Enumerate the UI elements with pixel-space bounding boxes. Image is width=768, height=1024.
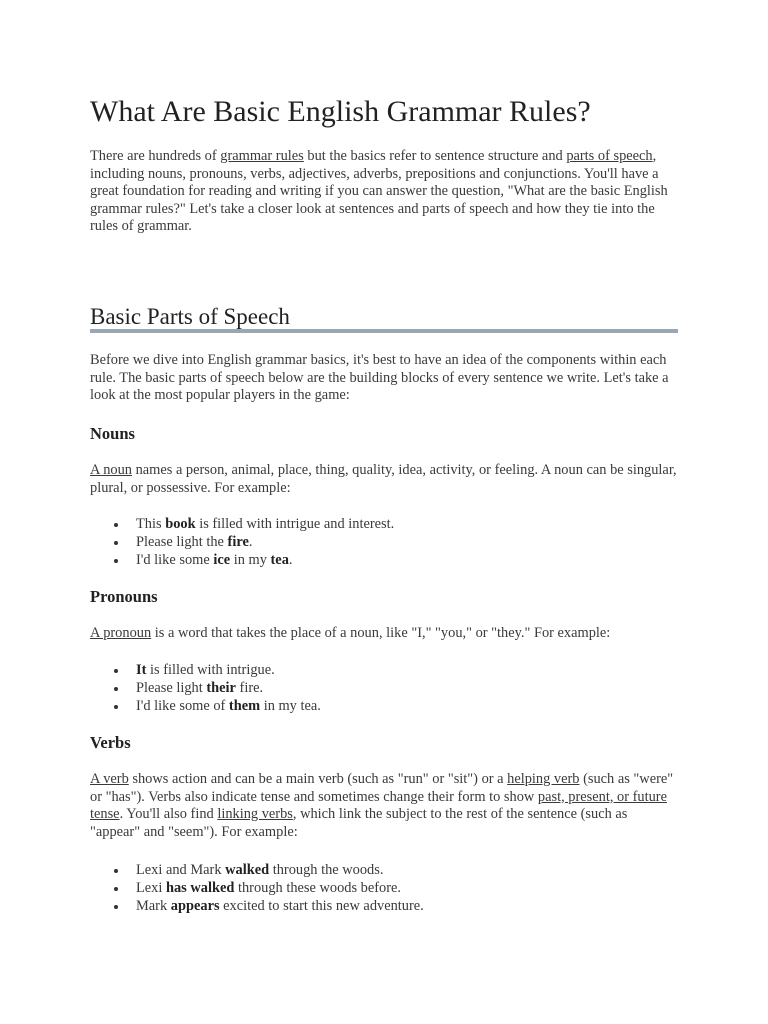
list-item: Please light the fire.	[90, 533, 678, 551]
verbs-heading: Verbs	[90, 733, 131, 752]
a-noun-link[interactable]: A noun	[90, 462, 132, 478]
section-divider	[90, 329, 678, 333]
a-verb-link[interactable]: A verb	[90, 771, 129, 787]
nouns-heading: Nouns	[90, 424, 135, 443]
verbs-text-2: (such as "were" or "has"). Verbs also indicate tense and sometimes change their form to show	[90, 771, 674, 805]
section-heading: Basic Parts of Speech	[90, 304, 290, 329]
pronouns-heading: Pronouns	[90, 587, 158, 606]
intro-paragraph	[90, 148, 678, 236]
linking-verbs-link[interactable]: linking verbs	[217, 806, 293, 823]
verbs-text-4: , which link the subject to the rest of the sentence (such as "appear" and "seem"). For example:	[90, 806, 628, 840]
grammar-rules-link[interactable]: grammar rules	[220, 148, 304, 164]
tense-link[interactable]: past, present, or future tense	[90, 788, 667, 823]
verbs-text-3: . You'll also find	[119, 806, 218, 823]
nouns-text: names a person, animal, place, thing, quality, idea, activity, or feeling. A noun can be singular, plural, or possessive. For example:	[90, 462, 677, 496]
verbs-paragraph	[90, 771, 678, 841]
list-item: Mark appears excited to start this new adventure.	[90, 897, 678, 915]
list-item: Lexi has walked through these woods before.	[90, 879, 678, 897]
nouns-examples-list	[90, 515, 678, 569]
pronouns-paragraph	[90, 625, 678, 643]
helping-verb-link[interactable]: helping verb	[507, 771, 580, 787]
parts-of-speech-link[interactable]: parts of speech	[566, 148, 653, 164]
list-item: I'd like some ice in my tea.	[90, 551, 678, 569]
pronouns-examples-list	[90, 661, 678, 715]
list-item: Please light their fire.	[90, 679, 678, 697]
list-item: Lexi and Mark walked through the woods.	[90, 861, 678, 879]
list-item: I'd like some of them in my tea.	[90, 697, 678, 715]
verbs-examples-list	[90, 861, 678, 915]
nouns-paragraph	[90, 462, 678, 497]
intro-text-1: There are hundreds of	[90, 148, 221, 164]
pronouns-text: is a word that takes the place of a noun, like "I," "you," or "they." For example:	[151, 625, 611, 641]
list-item: It is filled with intrigue.	[90, 661, 678, 679]
verbs-text-1: shows action and can be a main verb (such as "run" or "sit") or a	[128, 771, 508, 787]
intro-text-3: , including nouns, pronouns, verbs, adjectives, adverbs, prepositions and conjunctions. You'll have a great foundation for reading and writing if you can answer the question, "What are the basic English grammar rules?" Let's take a closer look at sentences and parts of speech and how they tie into the rules of grammar.	[90, 148, 668, 235]
a-pronoun-link[interactable]: A pronoun	[90, 625, 152, 641]
intro-text-2: but the basics refer to sentence structure and	[303, 148, 567, 164]
page-title: What Are Basic English Grammar Rules?	[90, 95, 591, 128]
list-item: This book is filled with intrigue and interest.	[90, 515, 678, 533]
section-intro-paragraph: Before we dive into English grammar basics, it's best to have an idea of the components within each rule. The basic parts of speech below are the building blocks of every sentence we write. Let's take a look at the most popular players in the game:	[90, 352, 669, 404]
